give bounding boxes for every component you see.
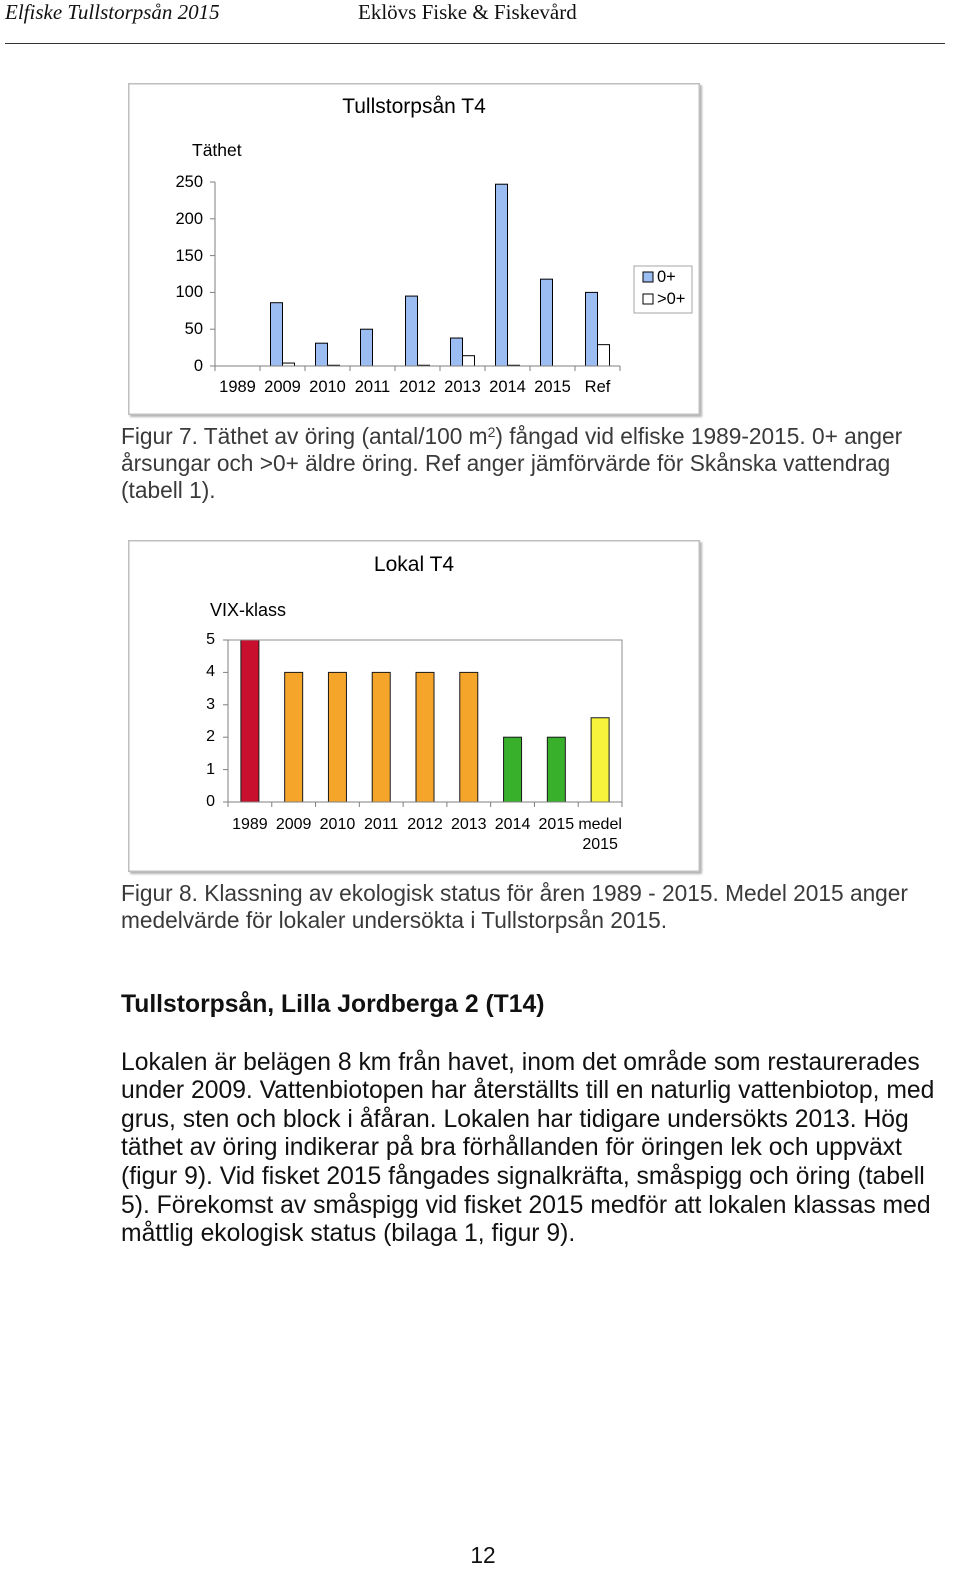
legend-label-0plus: 0+ [657, 268, 676, 286]
x-tick-label-2009: 2009 [264, 378, 301, 396]
x-tick-label-2009: 2009 [275, 816, 312, 833]
x-tick-label-1989: 1989 [232, 816, 268, 833]
bar-0plus-2013 [451, 338, 463, 366]
y-tick-label: 5 [206, 631, 215, 648]
paragraph-line: Lokalen är belägen 8 km från havet, inom det område som restaurerades [121, 1048, 920, 1076]
bar-2014 [504, 737, 522, 802]
paragraph-line: måttlig ekologisk status (bilaga 1, figur 9). [121, 1220, 576, 1248]
x-tick-label-2015: 2015 [538, 816, 575, 833]
x-tick-label-2014: 2014 [489, 378, 526, 396]
bar-1989 [241, 640, 259, 802]
figure-8-chart [128, 540, 700, 872]
x-tick-label-2011: 2011 [354, 378, 391, 396]
y-axis-label: Täthet [192, 140, 242, 160]
bar-0plus-ref [586, 292, 598, 366]
y-tick-label: 200 [175, 209, 203, 228]
bar-0plus-2014 [496, 184, 508, 366]
bar-2012 [416, 672, 434, 802]
section-paragraph [121, 1049, 934, 1250]
legend-swatch-gt0plus [643, 294, 653, 304]
y-tick-label: 250 [175, 173, 203, 191]
x-tick-label-2013: 2013 [444, 378, 481, 396]
section-heading: Tullstorpsån, Lilla Jordberga 2 (T14) [121, 991, 545, 1018]
caption-text: Figur 7. Täthet av öring (antal/100 m [121, 423, 488, 449]
caption-line: Figur 8. Klassning av ekologisk status för åren 1989 - 2015. Medel 2015 anger [121, 880, 908, 906]
bar-0plus-2009 [271, 303, 283, 366]
paragraph-line: 5). Förekomst av småspigg vid fisket 2015 medför att lokalen klassas med [121, 1191, 931, 1219]
bar-gt0plus-2013 [463, 356, 475, 366]
bar-0plus-2015 [541, 279, 553, 366]
x-tick-label-2010: 2010 [319, 816, 356, 833]
caption-line [121, 423, 902, 450]
y-axis-label: VIX-klass [210, 600, 287, 620]
x-tick-label-ref: Ref [584, 378, 611, 396]
y-tick-label: 0 [206, 793, 215, 810]
superscript: 2 [487, 423, 496, 440]
page-number: 12 [470, 1542, 496, 1568]
caption-text: ) fångad vid elfiske 1989-2015. 0+ anger [495, 423, 903, 449]
x-tick-label-2013: 2013 [450, 816, 487, 833]
caption-line: medelvärde för lokaler undersökta i Tullstorpsån 2015. [121, 907, 668, 933]
bar-2009 [285, 672, 303, 802]
bar-2013 [460, 672, 478, 802]
figure-7-caption [121, 423, 902, 504]
x-tick-label-2011: 2011 [364, 816, 399, 833]
x-tick-label-2012: 2012 [399, 378, 436, 396]
paragraph-line: (figur 9). Vid fisket 2015 fångades signalkräfta, småspigg och öring (tabell [121, 1163, 925, 1191]
header-company-name: Eklövs Fiske & Fiskevård [358, 0, 577, 24]
header-report-title: Elfiske Tullstorpsån 2015 [5, 0, 220, 24]
paragraph-line: grus, sten och block i åfåran. Lokalen har tidigare undersökts 2013. Hög [121, 1105, 909, 1133]
bar-0plus-2011 [361, 329, 373, 366]
x-tick-label-medel-2015: medel 2015 [578, 816, 622, 853]
density-bar-chart [128, 83, 700, 415]
legend-label-gt0plus: >0+ [657, 290, 686, 308]
y-tick-label: 1 [206, 760, 215, 778]
chart-title: Lokal T4 [373, 553, 455, 576]
caption-line: årsungar och >0+ äldre öring. Ref anger jämförvärde för Skånska vattendrag [121, 450, 891, 476]
y-tick-label: 100 [175, 283, 203, 302]
bar-0plus-2010 [316, 343, 328, 366]
bar-0plus-2012 [406, 296, 418, 366]
y-tick-label: 50 [184, 320, 203, 339]
y-tick-label: 3 [206, 695, 215, 713]
figure-8-caption [121, 880, 908, 934]
bar-2015 [547, 737, 565, 802]
y-tick-label: 2 [206, 728, 215, 746]
paragraph-line: täthet av öring indikerar på bra förhållanden för öringen lek och uppväxt [121, 1134, 902, 1162]
legend-swatch-0plus [643, 272, 653, 282]
bar-2011 [372, 672, 390, 802]
bar-medel-2015 [591, 718, 609, 802]
paragraph-line: under 2009. Vattenbiotopen har återställts till en naturlig vattenbiotop, med [121, 1077, 935, 1105]
bar-gt0plus-ref [598, 345, 610, 366]
y-tick-label: 150 [175, 246, 203, 265]
x-tick-label-2014: 2014 [494, 816, 531, 833]
y-tick-label: 4 [206, 663, 215, 681]
figure-7-chart [128, 83, 700, 415]
caption-line: (tabell 1). [121, 477, 216, 503]
x-tick-label-2010: 2010 [309, 378, 346, 396]
chart-title: Tullstorpsån T4 [342, 95, 486, 118]
x-tick-label-1989: 1989 [219, 378, 256, 396]
x-tick-label-2015: 2015 [534, 378, 571, 396]
y-tick-label: 0 [193, 357, 203, 375]
bar-2010 [328, 672, 346, 802]
x-tick-label-2012: 2012 [407, 816, 443, 833]
header-divider [5, 43, 945, 44]
